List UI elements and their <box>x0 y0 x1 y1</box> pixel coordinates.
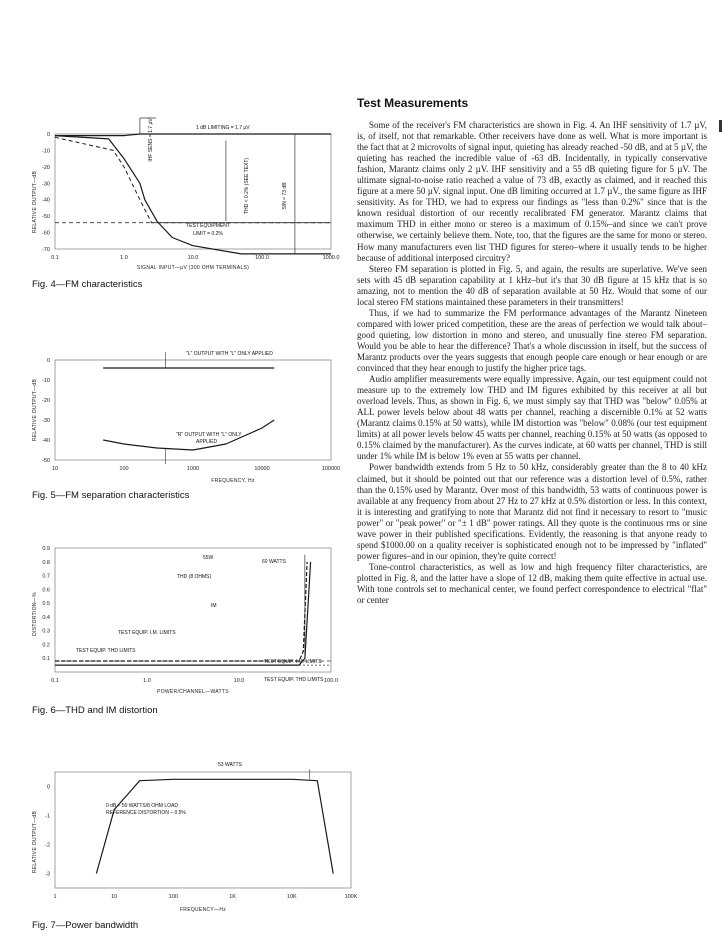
fig5-plot-frame <box>55 360 331 460</box>
fig4-ihf-label: IHF SENS = 1.7 µV <box>148 118 154 162</box>
fig7-x-tick: 10K <box>286 894 297 900</box>
fig4-x-tick: 1.0 <box>120 255 128 261</box>
fig6-te-thd-right-label: TEST EQUIP. THD LIMITS <box>264 677 324 683</box>
fig5-xlabel: FREQUENCY, Hz <box>211 478 255 484</box>
fig7-y-tick: -3 <box>45 871 50 878</box>
article <box>357 96 707 606</box>
fig6-y-tick: 0.5 <box>42 601 50 608</box>
fig5-y-tick: 0 <box>46 358 50 364</box>
fig5-y-tick: -10 <box>42 378 50 384</box>
fig7-caption: Fig. 7—Power bandwidth <box>32 920 139 931</box>
fig6-y-tick: 0.8 <box>42 559 50 566</box>
fig5-x-tick: 100 <box>119 466 129 472</box>
fig7-y-tick: -2 <box>45 842 50 849</box>
fig7-x-tick: 1 <box>53 894 57 900</box>
fig7-xlabel: FREQUENCY—Hz <box>179 907 227 913</box>
fig7-x-tick: 100 <box>168 894 178 900</box>
fig6-caption: Fig. 6—THD and IM distortion <box>32 705 158 716</box>
fig6-y-tick: 0.4 <box>42 614 50 621</box>
fig4-caption: Fig. 4—FM characteristics <box>32 279 143 290</box>
fig5-x-tick: 100000 <box>321 466 341 472</box>
fig4-y-tick: -30 <box>42 181 50 188</box>
article-paragraph: Some of the receiver's FM characteristics are shown in Fig. 4. An IHF sensitivity of 1.7 µV, is, of itself, not that remarkable. Other receivers have done as well. What is more important is the fact that at 2 microvolts of signal input, quieting has already reached -50 dB, and at 5 µV, the quieting has reached the incredible value of -63 dB. Incidentally, in typically conservative fashion, Marantz claims only 2 µV. IHF sensitivity and a 55 dB quieting figure for 5 µV. The ultimate signal-to-noise ratio reached a value of 73 dB, exactly as claimed, and it reached this figure at a mere 50 µV. signal input. One dB limiting occurred at 1.7 µV., the same figure as IHF sensitivity. As for THD, we had to express our findings as "less than 0.2%" since that is the known residual distortion of our recently recalibrated FM generator. Marantz claims that maximum THD in either mono or stereo is a maximum of 0.15%–and since we can't prove otherwise, we certainly believe them. Note, too, that the figures are the same for mono or stereo. How many manufacturers even list THD figures for stereo–where it usually tends to be higher because of additional interposed circuitry? <box>357 120 707 263</box>
article-heading: Test Measurements <box>357 96 469 110</box>
fig4-limiting-label: 1 dB LIMITING = 1.7 µV <box>196 125 250 131</box>
fig4-y-tick: -70 <box>42 247 50 253</box>
figure-6 <box>0 536 340 736</box>
fig4-y-tick: 0 <box>46 132 50 138</box>
fig6-te-im-label: TEST EQUIP. I.M. LIMITS <box>118 630 176 636</box>
fig4-x-tick: 1000.0 <box>322 255 340 261</box>
fig7-y-tick: -1 <box>45 813 50 820</box>
fig7-x-tick: 100K <box>344 894 358 900</box>
fig4-ylabel: RELATIVE OUTPUT—dB <box>32 170 38 234</box>
figure-7 <box>0 760 358 940</box>
fig6-x-tick: 100.0 <box>324 678 338 684</box>
fig6-x-tick: 0.1 <box>51 678 59 684</box>
fig4-sn-label: S/N = 73 dB <box>282 182 288 210</box>
fig5-y-tick: -50 <box>42 458 50 464</box>
fig4-y-tick: -50 <box>42 214 50 221</box>
fig6-y-tick: 0.3 <box>42 628 50 635</box>
fig4-testequip-label: TEST EQUIPMENT <box>186 223 230 229</box>
figure-5 <box>0 336 340 511</box>
fig6-x-tick: 1.0 <box>143 678 151 684</box>
fig5-l-output-label: "L" OUTPUT WITH "L" ONLY APPLIED <box>186 351 273 357</box>
fig4-y-tick: -40 <box>42 197 50 204</box>
fig6-ylabel: DISTORTION—% <box>32 592 38 636</box>
fig6-55w-label: 55W <box>203 555 214 561</box>
fig5-caption: Fig. 5—FM separation characteristics <box>32 490 190 501</box>
fig4-x-tick: 0.1 <box>51 255 59 261</box>
fig6-y-tick: 0.6 <box>42 587 50 594</box>
fig5-ylabel: RELATIVE OUTPUT—dB <box>32 378 38 442</box>
fig6-y-tick: 0.2 <box>42 642 50 649</box>
fig5-chart <box>0 336 340 511</box>
fig5-y-tick: -30 <box>42 418 50 424</box>
fig7-ylabel: RELATIVE OUTPUT—dB <box>32 810 38 874</box>
fig4-thd-label: THD < 0.2% (SEE TEXT) <box>244 157 250 215</box>
article-paragraph: Stereo FM separation is plotted in Fig. 5, and again, the results are superlative. We've seen sets with 45 dB separation capability at 1 kHz–but it's that 30 dB figure at 15 kHz that is so amazing, not to mention the 40 dB of separation available at 50 Hz. Would that some of our local stereo FM stations maintained these parameters in their transmitters! <box>357 263 707 307</box>
fig5-y-tick: -20 <box>42 398 50 404</box>
fig4-x-tick: 100.0 <box>255 255 269 261</box>
fig4-x-tick: 10.0 <box>187 255 199 261</box>
fig7-power-curve <box>96 779 333 873</box>
fig7-53w-label: 53 WATTS <box>218 762 242 768</box>
fig6-im-label: IM <box>211 603 217 609</box>
fig7-x-tick: 10 <box>111 894 118 900</box>
fig5-x-tick: 1000 <box>186 466 200 472</box>
fig6-y-tick: 0.7 <box>42 573 50 580</box>
fig7-ref2-label: REFERENCE DISTORTION – 0.5% <box>106 810 186 816</box>
fig5-r-output-label: "R" OUTPUT WITH "L" ONLY <box>176 432 242 438</box>
fig7-y-tick: 0 <box>46 784 50 791</box>
fig7-ref1-label: 0 dB – 50 WATTS/8 OHM LOAD <box>106 803 178 809</box>
fig4-chart <box>0 110 340 300</box>
fig5-y-tick: -40 <box>42 438 50 444</box>
fig5-x-tick: 10000 <box>254 466 270 472</box>
fig6-y-tick: 0.9 <box>42 546 50 552</box>
fig6-xlabel: POWER/CHANNEL—WATTS <box>157 689 229 695</box>
fig4-xlabel: SIGNAL INPUT—µV (300 OHM TERMINALS) <box>136 265 250 271</box>
fig7-plot-frame <box>55 772 351 888</box>
fig5-r-applied-label: APPLIED <box>196 439 218 445</box>
fig6-60w-label: 60 WATTS <box>262 559 286 565</box>
fig6-x-tick: 10.0 <box>233 678 245 684</box>
fig6-thd-label: THD (8 OHMS) <box>177 574 212 580</box>
article-paragraph: Thus, if we had to summarize the FM performance advantages of the Marantz Nineteen compared with lower priced competition, these are the areas of perfection we would talk about–good quieting, low distortion in mono and stereo, and unusually fine stereo FM separation. Would you be able to hear the difference? That's a whole discussion in itself, but the success of Marantz products over the years suggests that enough people care enough or hear enough or are convinced that they hear enough to justify the higher price tags. <box>357 307 707 374</box>
fig7-x-tick: 1K <box>229 894 236 900</box>
fig4-limit-label: LIMIT = 0.2% <box>193 231 223 237</box>
figure-4 <box>0 110 340 300</box>
fig4-y-tick: -10 <box>42 148 50 155</box>
fig4-thd-curve <box>55 137 331 222</box>
fig6-te-im-right-label: TEST EQUIP. I.M. LIMITS <box>264 659 322 665</box>
article-paragraph: Tone-control characteristics, as well as low and high frequency filter characteristics, are plotted in Fig. 8, and the latter have a slope of 12 dB, making them quite effective in actual use. With tone controls set to mechanical center, we found perfect correspondence to electrical "flat" or center <box>357 561 707 606</box>
fig5-x-tick: 10 <box>51 466 59 472</box>
fig6-y-tick: 0.1 <box>42 656 50 663</box>
article-paragraph: Audio amplifier measurements were equally impressive. Again, our test equipment could not measure up to the extremely low THD and IM figures exhibited by this receiver at all but overload levels. Thus, as shown in Fig. 6, we must simply say that THD was "below" 0.05% at ALL power levels below about 48 watts per channel, reaching a discernible 0.1% at 52 watts (Marantz claims 0.15% at 50 watts), while IM distortion was "below" 0.08% (our test equipment limits) at all power levels below 45 watts per channel, reaching 0.15% at 50 watts (as opposed to 0.15% claimed by the manufacturer). As the curves indicate, at 60 watts per channel, THD is still under 1% while IM is below 1% even at 55 watts per channel. <box>357 374 707 462</box>
fig7-chart <box>0 760 358 940</box>
article-paragraph: Power bandwidth extends from 5 Hz to 50 kHz, considerably greater than the 8 to 40 kHz claimed, but it should be pointed out that our reference was a distortion level of 0.5%, rather than the 0.15% used by Marantz. Over most of this bandwidth, 53 watts of continuous power is available at any frequency from about 27 Hz to 27 kHz at 0.5% distortion or less. In this context, it is interesting and gratifying to note that Marantz did not find it necessary to resort to "music power" or "peak power" or "± 1 dB" power ratings. All they quote is the continuous rms or sine wave power in their published specifications. Evidently, the reasoning is that anyone ready to spend $1000.00 on a quality receiver is sophisticated enough not to be impressed by "inflated" power figures–and in our opinion, they're quite correct! <box>357 462 707 561</box>
fig4-y-tick: -20 <box>42 164 50 171</box>
fig6-te-thd-label: TEST EQUIP. THD LIMITS <box>76 648 136 654</box>
fig4-y-tick: -60 <box>42 230 50 237</box>
